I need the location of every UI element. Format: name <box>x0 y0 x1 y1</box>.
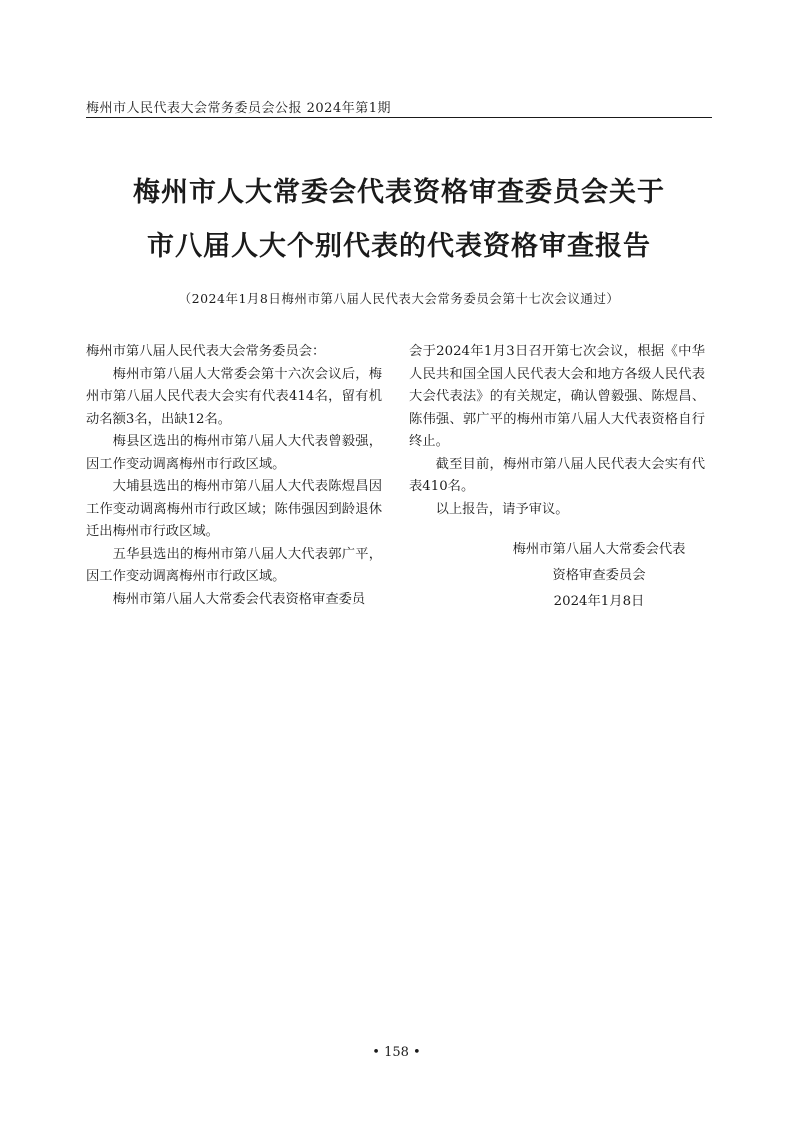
signature-block <box>409 537 705 615</box>
document-title-line-1: 梅州市人大常委会代表资格审查委员会关于 <box>133 177 665 208</box>
journal-header: 梅州市人民代表大会常务委员会公报 2024年第1期 <box>86 101 391 116</box>
body-paragraph: 截至目前，梅州市第八届人民代表大会实有代表410名。 <box>409 456 705 494</box>
page-number: • 158 • <box>372 1045 421 1060</box>
body-paragraph-continued: 会于2024年1月3日召开第七次会议，根据《中华人民共和国全国人民代表大会和地方各级人民代表大会代表法》的有关规定，确认曾毅强、陈煜昌、陈伟强、郭广平的梅州市第八届人大代表资格自行终止。 <box>409 344 705 449</box>
left-column <box>86 341 382 611</box>
header-divider <box>86 117 712 118</box>
signature-org-line-2: 资格审查委员会 <box>552 568 646 583</box>
body-paragraph: 梅州市第八届人大常委会代表资格审查委员 <box>112 591 366 607</box>
body-paragraph: 五华县选出的梅州市第八届人大代表郭广平，因工作变动调离梅州市行政区域。 <box>86 546 382 584</box>
signature-date: 2024年1月8日 <box>553 594 645 609</box>
signature-org-line-1: 梅州市第八届人大常委会代表 <box>512 542 686 557</box>
body-paragraph: 以上报告，请予审议。 <box>435 501 569 517</box>
document-title-line-2: 市八届人大个别代表的代表资格审查报告 <box>147 231 651 262</box>
adoption-note: （2024年1月8日梅州市第八届人民代表大会常务委员会第十七次会议通过） <box>178 291 620 306</box>
body-paragraph: 梅州市第八届人大常委会第十六次会议后，梅州市第八届人民代表大会实有代表414名，留有机动名额3名，出缺12名。 <box>86 366 382 427</box>
right-column <box>409 341 705 615</box>
body-paragraph: 大埔县选出的梅州市第八届人大代表陈煜昌因工作变动调离梅州市行政区域；陈伟强因到龄退休迁出梅州市行政区域。 <box>86 479 382 539</box>
salutation: 梅州市第八届人民代表大会常务委员会： <box>86 344 326 359</box>
body-paragraph: 梅县区选出的梅州市第八届人大代表曾毅强，因工作变动调离梅州市行政区域。 <box>86 434 382 472</box>
